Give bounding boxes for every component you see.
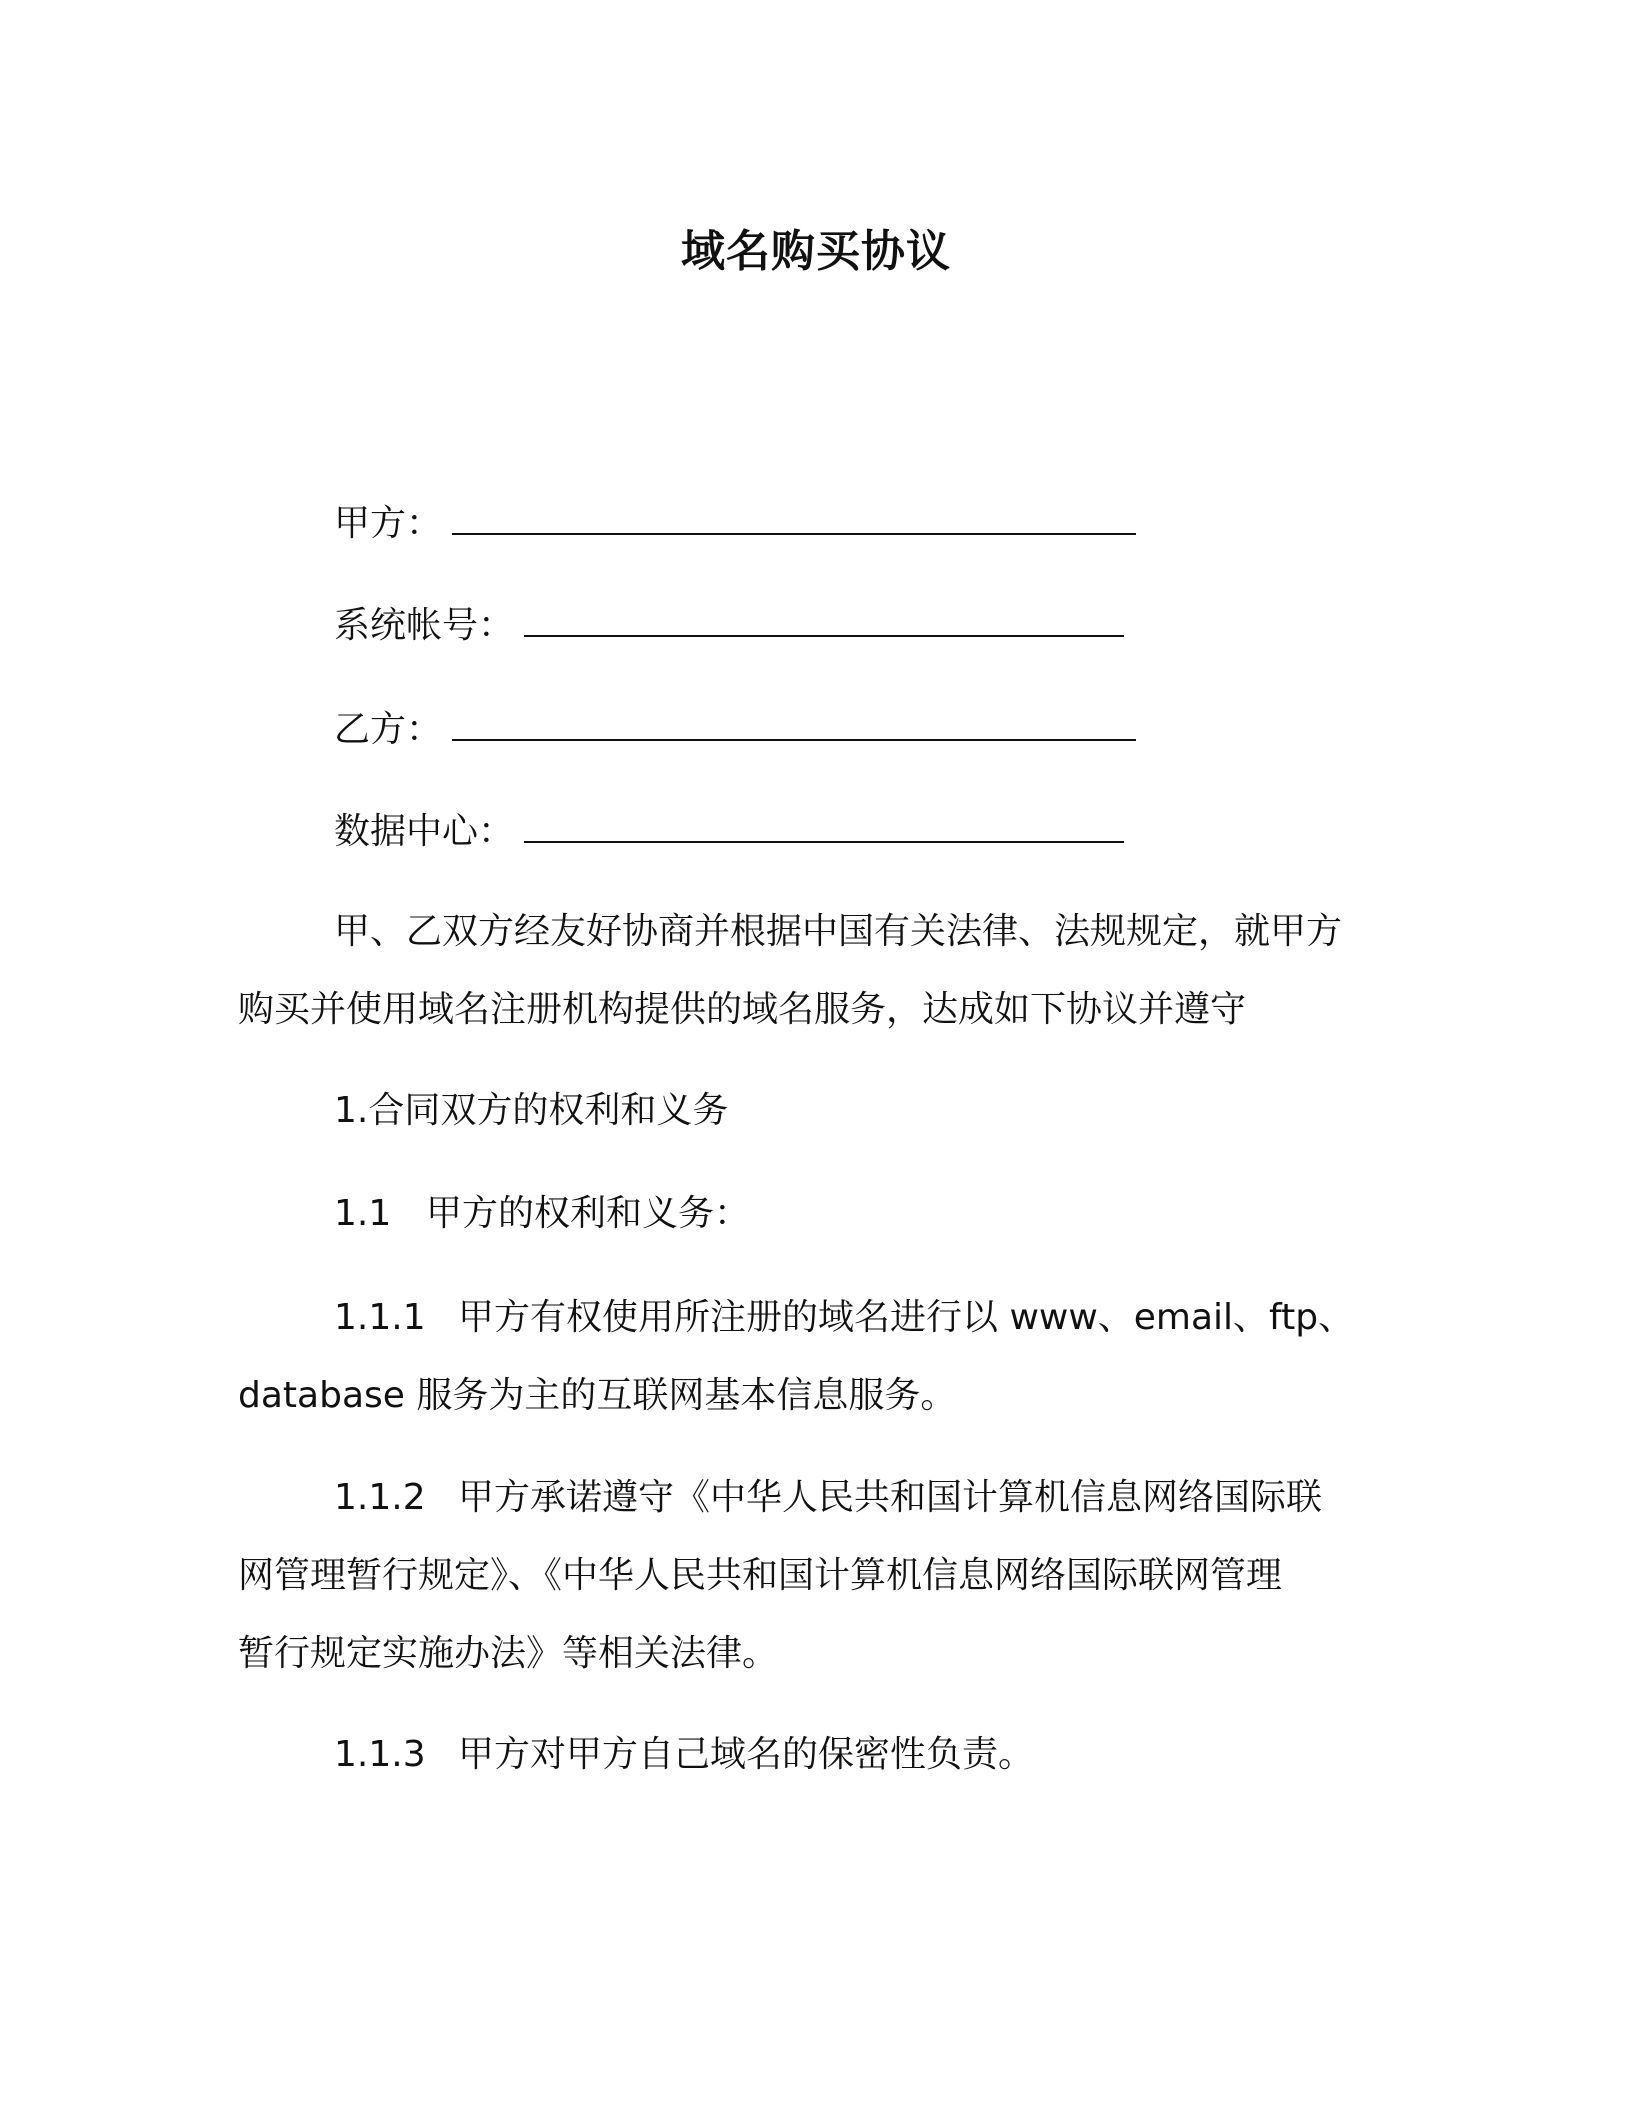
section-1-heading: 1.合同双方的权利和义务 <box>334 1090 729 1131</box>
system-account-blank <box>524 607 1124 637</box>
item-1-1-1-line-2: database 服务为主的互联网基本信息服务。 <box>238 1375 957 1416</box>
system-account-label: 系统帐号： <box>334 605 515 646</box>
party-b-blank <box>452 711 1136 741</box>
intro-line-1: 甲、乙双方经友好协商并根据中国有关法律、法规规定，就甲方 <box>334 911 1343 952</box>
item-1-1-2-line-2: 网管理暂行规定》、《中华人民共和国计算机信息网络国际联网管理 <box>238 1555 1283 1596</box>
item-1-1-1-line-1 <box>334 1279 1354 1357</box>
item-1-1-3-number: 1.1.3 <box>334 1734 426 1775</box>
subsection-1-1 <box>334 1175 750 1253</box>
intro-line-2: 购买并使用域名注册机构提供的域名服务，达成如下协议并遵守 <box>238 989 1247 1030</box>
party-a-label: 甲方： <box>334 503 443 544</box>
party-a-blank <box>452 505 1136 535</box>
party-a-field <box>334 500 1136 548</box>
item-1-1-1-number: 1.1.1 <box>334 1297 426 1338</box>
item-1-1-2-text-1: 甲方承诺遵守《中华人民共和国计算机信息网络国际联 <box>458 1477 1323 1518</box>
subsection-1-1-text: 甲方的权利和义务： <box>426 1193 751 1234</box>
item-1-1-1-text-1: 甲方有权使用所注册的域名进行以 www、email、ftp、 <box>458 1297 1355 1338</box>
data-center-field <box>334 808 1124 856</box>
system-account-field <box>334 602 1124 650</box>
data-center-label: 数据中心： <box>334 811 515 852</box>
data-center-blank <box>524 813 1124 843</box>
party-b-label: 乙方： <box>334 709 443 750</box>
item-1-1-2-number: 1.1.2 <box>334 1477 426 1518</box>
subsection-1-1-number: 1.1 <box>334 1193 392 1234</box>
item-1-1-3-text: 甲方对甲方自己域名的保密性负责。 <box>458 1734 1035 1775</box>
item-1-1-2-line-1 <box>334 1459 1322 1537</box>
party-b-field <box>334 706 1136 754</box>
document-title: 域名购买协议 <box>681 226 951 277</box>
item-1-1-3 <box>334 1716 1034 1794</box>
item-1-1-2-line-3: 暂行规定实施办法》等相关法律。 <box>238 1633 779 1674</box>
